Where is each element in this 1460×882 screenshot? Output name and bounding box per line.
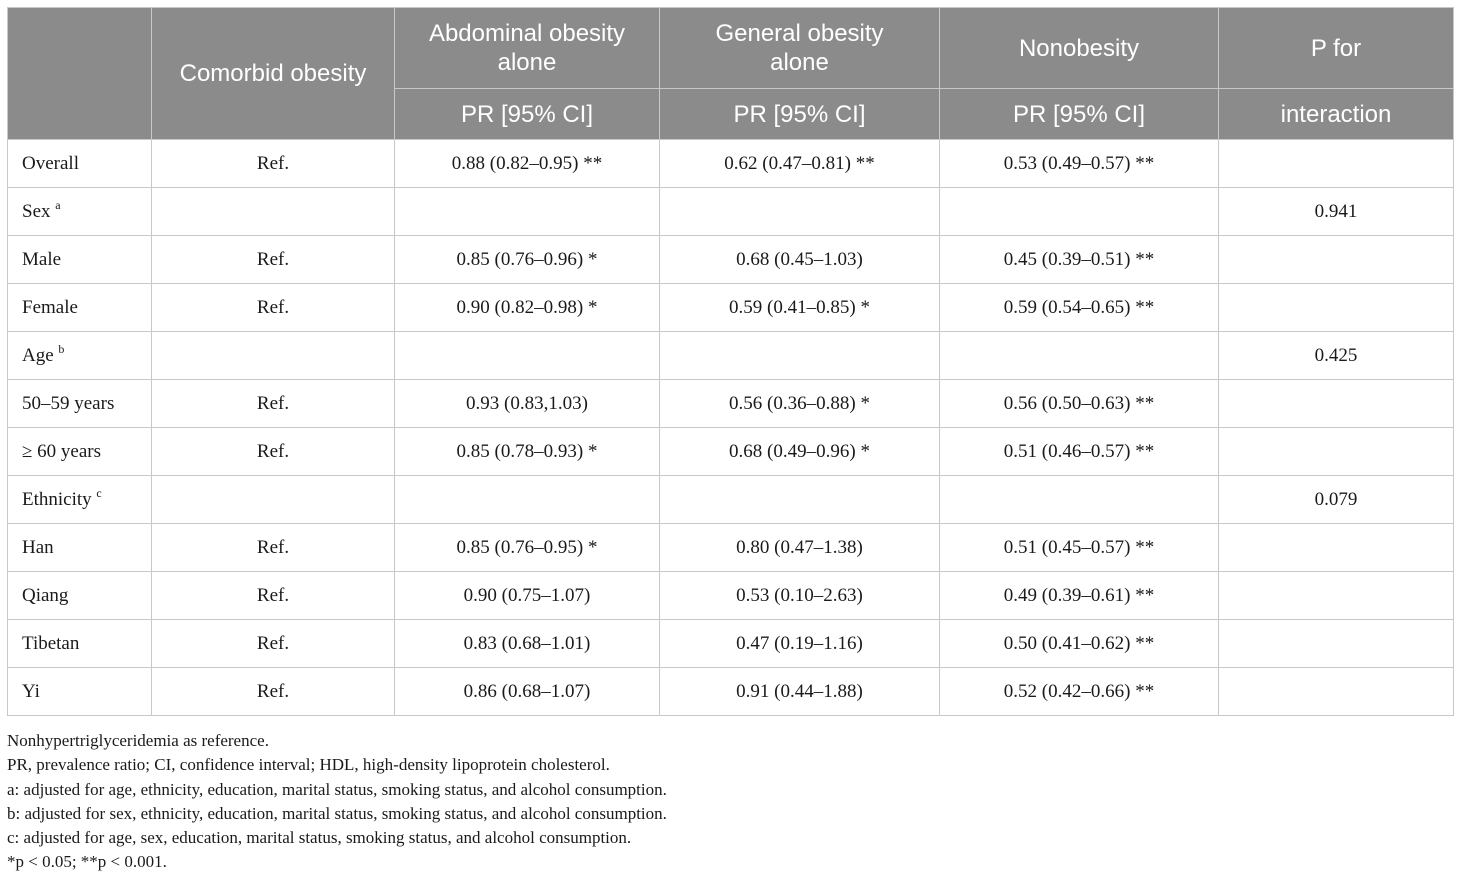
- cell-comorbid: Ref.: [152, 620, 395, 668]
- cell-abdominal: 0.86 (0.68–1.07): [395, 668, 660, 716]
- cell-comorbid: [152, 188, 395, 236]
- footnote-line: c: adjusted for age, sex, education, marital status, smoking status, and alcohol consumption.: [7, 828, 632, 848]
- cell-nonobesity: 0.50 (0.41–0.62) **: [940, 620, 1219, 668]
- cell-p-interaction: 0.079: [1219, 476, 1454, 524]
- cell-comorbid: Ref.: [152, 140, 395, 188]
- cell-comorbid: Ref.: [152, 380, 395, 428]
- header-pr-abdominal: PR [95% CI]: [395, 89, 660, 140]
- row-label: [8, 380, 152, 428]
- cell-nonobesity: [940, 188, 1219, 236]
- cell-nonobesity: 0.45 (0.39–0.51) **: [940, 236, 1219, 284]
- row-label-text: Male: [22, 248, 62, 270]
- cell-p-interaction: [1219, 380, 1454, 428]
- row-label-text: Ethnicity: [22, 488, 92, 510]
- table-row: [8, 524, 1454, 572]
- cell-p-interaction: [1219, 620, 1454, 668]
- footnote-line: *p < 0.05; **p < 0.001.: [7, 852, 167, 872]
- cell-nonobesity: 0.53 (0.49–0.57) **: [940, 140, 1219, 188]
- footnote-line: PR, prevalence ratio; CI, confidence interval; HDL, high-density lipoprotein cholesterol.: [7, 755, 610, 775]
- row-label: [8, 188, 152, 236]
- cell-p-interaction: [1219, 428, 1454, 476]
- row-label-text: Female: [22, 296, 78, 318]
- results-table: [7, 7, 1454, 716]
- cell-nonobesity: [940, 332, 1219, 380]
- cell-p-interaction: [1219, 284, 1454, 332]
- row-label: [8, 668, 152, 716]
- row-label-text: Age: [22, 344, 54, 366]
- table-row: [8, 572, 1454, 620]
- cell-general: 0.68 (0.49–0.96) *: [660, 428, 940, 476]
- table-footnotes: [7, 729, 1453, 875]
- cell-comorbid: Ref.: [152, 668, 395, 716]
- cell-nonobesity: 0.56 (0.50–0.63) **: [940, 380, 1219, 428]
- table-row: [8, 188, 1454, 236]
- cell-p-interaction: 0.941: [1219, 188, 1454, 236]
- cell-p-interaction: [1219, 236, 1454, 284]
- cell-abdominal: 0.88 (0.82–0.95) **: [395, 140, 660, 188]
- header-abdominal-line2: alone: [497, 49, 557, 76]
- cell-comorbid: Ref.: [152, 284, 395, 332]
- cell-nonobesity: 0.51 (0.46–0.57) **: [940, 428, 1219, 476]
- table-header: [8, 8, 1454, 140]
- row-label: [8, 572, 152, 620]
- header-pr-general: PR [95% CI]: [660, 89, 940, 140]
- row-label-text: Qiang: [22, 584, 69, 606]
- cell-general: 0.91 (0.44–1.88): [660, 668, 940, 716]
- table-row: [8, 620, 1454, 668]
- footnote-line: a: adjusted for age, ethnicity, education, marital status, smoking status, and alcohol consumption.: [7, 779, 667, 799]
- row-label: [8, 332, 152, 380]
- cell-nonobesity: 0.49 (0.39–0.61) **: [940, 572, 1219, 620]
- cell-abdominal: 0.90 (0.75–1.07): [395, 572, 660, 620]
- footnote-line: Nonhypertriglyceridemia as reference.: [7, 731, 269, 750]
- cell-abdominal: 0.93 (0.83,1.03): [395, 380, 660, 428]
- cell-abdominal: [395, 332, 660, 380]
- header-general-obesity: [660, 8, 940, 89]
- row-label-text: 50–59 years: [22, 392, 115, 414]
- cell-nonobesity: 0.52 (0.42–0.66) **: [940, 668, 1219, 716]
- cell-nonobesity: 0.51 (0.45–0.57) **: [940, 524, 1219, 572]
- row-label-text: ≥ 60 years: [22, 440, 102, 462]
- cell-comorbid: Ref.: [152, 236, 395, 284]
- table-row: [8, 380, 1454, 428]
- header-corner-cell: [8, 8, 152, 140]
- table-row: [8, 284, 1454, 332]
- cell-p-interaction: [1219, 668, 1454, 716]
- row-label: [8, 476, 152, 524]
- footnote-line: b: adjusted for sex, ethnicity, education, marital status, smoking status, and alcohol consumption.: [7, 803, 667, 823]
- header-abdominal-obesity: [395, 8, 660, 89]
- cell-general: [660, 476, 940, 524]
- cell-abdominal: 0.85 (0.76–0.95) *: [395, 524, 660, 572]
- row-label: [8, 524, 152, 572]
- cell-abdominal: 0.83 (0.68–1.01): [395, 620, 660, 668]
- cell-comorbid: Ref.: [152, 428, 395, 476]
- cell-general: 0.68 (0.45–1.03): [660, 236, 940, 284]
- table-row: [8, 668, 1454, 716]
- header-abdominal-line1: Abdominal obesity: [428, 20, 626, 47]
- header-p-for: P for: [1219, 8, 1454, 89]
- row-label-footnote-marker: b: [58, 341, 65, 356]
- cell-abdominal: 0.85 (0.78–0.93) *: [395, 428, 660, 476]
- row-label-footnote-marker: c: [96, 485, 102, 500]
- row-label: [8, 236, 152, 284]
- cell-p-interaction: [1219, 572, 1454, 620]
- header-row-top: [8, 8, 1454, 89]
- cell-general: 0.62 (0.47–0.81) **: [660, 140, 940, 188]
- header-nonobesity: Nonobesity: [940, 8, 1219, 89]
- header-general-line1: General obesity: [715, 20, 884, 47]
- table-body: [8, 140, 1454, 716]
- header-comorbid-obesity: Comorbid obesity: [152, 8, 395, 140]
- table-row: [8, 476, 1454, 524]
- cell-nonobesity: [940, 476, 1219, 524]
- cell-general: [660, 332, 940, 380]
- row-label-text: Sex: [22, 200, 51, 222]
- header-general-line2: alone: [770, 49, 829, 76]
- cell-abdominal: 0.85 (0.76–0.96) *: [395, 236, 660, 284]
- row-label-text: Tibetan: [22, 632, 80, 654]
- cell-p-interaction: [1219, 140, 1454, 188]
- row-label: [8, 284, 152, 332]
- row-label: [8, 140, 152, 188]
- cell-abdominal: [395, 188, 660, 236]
- table-row: [8, 236, 1454, 284]
- cell-comorbid: Ref.: [152, 572, 395, 620]
- row-label-text: Overall: [22, 152, 79, 174]
- table-row: [8, 140, 1454, 188]
- cell-general: 0.56 (0.36–0.88) *: [660, 380, 940, 428]
- cell-general: 0.80 (0.47–1.38): [660, 524, 940, 572]
- row-label-text: Yi: [22, 680, 40, 702]
- cell-general: [660, 188, 940, 236]
- cell-p-interaction: [1219, 524, 1454, 572]
- row-label-footnote-marker: a: [55, 197, 61, 212]
- cell-abdominal: [395, 476, 660, 524]
- table-row: [8, 332, 1454, 380]
- cell-general: 0.53 (0.10–2.63): [660, 572, 940, 620]
- cell-comorbid: Ref.: [152, 524, 395, 572]
- header-pr-nonobesity: PR [95% CI]: [940, 89, 1219, 140]
- cell-general: 0.59 (0.41–0.85) *: [660, 284, 940, 332]
- cell-comorbid: [152, 476, 395, 524]
- cell-comorbid: [152, 332, 395, 380]
- table-row: [8, 428, 1454, 476]
- row-label: [8, 620, 152, 668]
- row-label: [8, 428, 152, 476]
- cell-abdominal: 0.90 (0.82–0.98) *: [395, 284, 660, 332]
- row-label-text: Han: [22, 536, 54, 558]
- cell-p-interaction: 0.425: [1219, 332, 1454, 380]
- cell-general: 0.47 (0.19–1.16): [660, 620, 940, 668]
- cell-nonobesity: 0.59 (0.54–0.65) **: [940, 284, 1219, 332]
- header-interaction: interaction: [1219, 89, 1454, 140]
